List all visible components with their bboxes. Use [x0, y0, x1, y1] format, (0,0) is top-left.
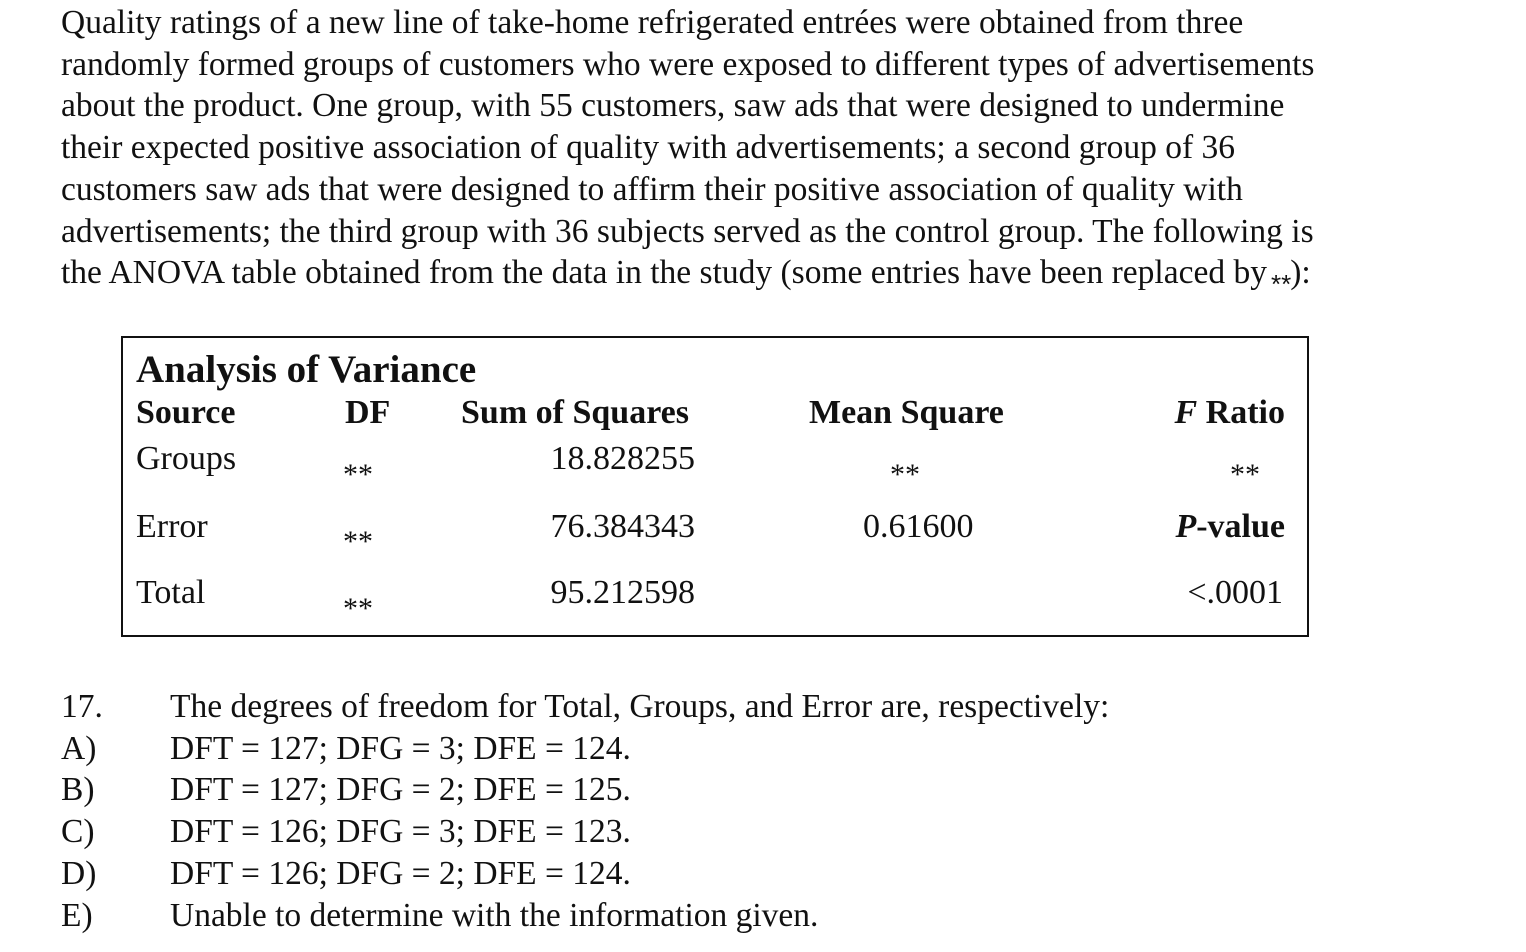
option-b[interactable] [61, 769, 1109, 811]
header-f-italic: F [1174, 394, 1198, 431]
row-groups-f: ** [1230, 458, 1260, 491]
table-title: Analysis of Variance [136, 348, 477, 391]
header-sum-of-squares: Sum of Squares [461, 394, 689, 431]
intro-line: about the product. One group, with 55 customers, saw ads that were designed to undermine [61, 87, 1285, 125]
intro-paragraph [61, 2, 1481, 300]
question-17 [61, 686, 1109, 936]
row-groups-source: Groups [136, 440, 237, 477]
option-c[interactable] [61, 811, 1109, 853]
header-mean-square: Mean Square [809, 394, 1004, 431]
intro-last-line [61, 252, 1481, 300]
row-error-source: Error [136, 508, 208, 545]
header-f-rest: Ratio [1197, 394, 1285, 431]
option-e[interactable] [61, 895, 1109, 937]
question-prompt: The degrees of freedom for Total, Groups, and Error are, respectively: [170, 688, 1110, 725]
row-total-df: ** [343, 592, 373, 625]
pvalue-value: <.0001 [1187, 574, 1283, 611]
option-label: C) [61, 813, 95, 851]
row-groups-df: ** [343, 458, 373, 491]
row-groups-ss: 18.828255 [550, 440, 695, 477]
pvalue-label [1175, 508, 1285, 546]
header-f-ratio [1174, 394, 1285, 432]
option-text: DFT = 127; DFG = 3; DFE = 124. [170, 729, 631, 767]
intro-line: advertisements; the third group with 36 subjects served as the control group. The following is [61, 212, 1314, 250]
replaced-marker: ** [1270, 269, 1292, 300]
option-text: Unable to determine with the information given. [170, 896, 819, 934]
anova-table [121, 336, 1309, 637]
row-error-df: ** [343, 525, 373, 558]
pvalue-rest: -value [1196, 508, 1285, 545]
question-prompt-row [61, 686, 1109, 728]
row-groups-ms: ** [890, 458, 920, 491]
intro-line: randomly formed groups of customers who were exposed to different types of advertisements [61, 45, 1315, 83]
option-text: DFT = 126; DFG = 2; DFE = 124. [170, 854, 631, 892]
row-error-ss: 76.384343 [550, 508, 695, 545]
option-label: D) [61, 854, 97, 892]
option-a[interactable] [61, 728, 1109, 770]
option-text: DFT = 126; DFG = 3; DFE = 123. [170, 813, 631, 851]
row-error-ms: 0.61600 [863, 508, 974, 545]
intro-line: Quality ratings of a new line of take-home refrigerated entrées were obtained from three [61, 4, 1244, 41]
header-source: Source [136, 394, 236, 431]
row-total-ss: 95.212598 [550, 574, 695, 611]
intro-line: the ANOVA table obtained from the data in the study (some entries have been replaced by [61, 254, 1267, 292]
row-total-source: Total [136, 574, 206, 611]
intro-line: their expected positive association of quality with advertisements; a second group of 36 [61, 129, 1236, 167]
option-label: B) [61, 771, 95, 809]
intro-line: customers saw ads that were designed to affirm their positive association of quality with [61, 170, 1243, 208]
option-text: DFT = 127; DFG = 2; DFE = 125. [170, 771, 631, 809]
pvalue-italic: P [1175, 508, 1197, 545]
question-number: 17. [61, 688, 103, 725]
option-d[interactable] [61, 853, 1109, 895]
header-df: DF [345, 394, 391, 431]
option-label: A) [61, 729, 97, 767]
intro-closing: ): [1290, 254, 1311, 292]
option-label: E) [61, 896, 93, 934]
